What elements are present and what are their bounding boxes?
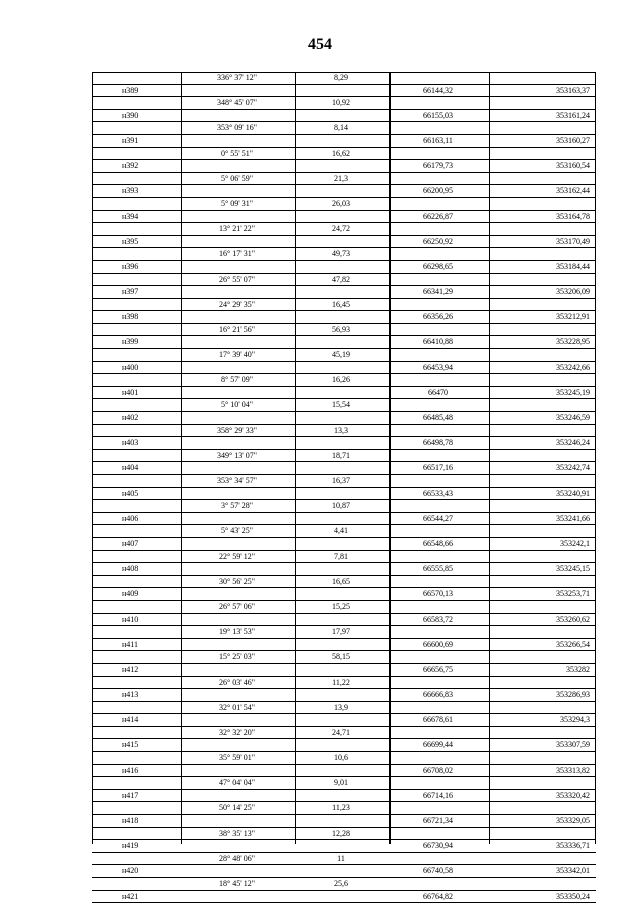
segment-row (92, 776, 596, 789)
direction-angle: 358° 29' 33" (217, 425, 257, 435)
segment-distance: 8,29 (334, 73, 348, 82)
coordinate-x: 66656,75 (423, 664, 453, 674)
coordinate-y-value: 353320,42 (556, 790, 590, 800)
point-id: н420 (122, 866, 139, 876)
segment-distance: 11,23 (332, 803, 350, 813)
coordinate-y (488, 765, 596, 777)
coordinate-x: 66544,27 (423, 513, 453, 523)
direction-angle: 8° 57' 09" (221, 375, 253, 385)
point-id: н414 (122, 715, 139, 725)
segment-row (92, 499, 596, 512)
coordinate-y (488, 160, 596, 172)
coordinate-y-value: 353242,1 (560, 538, 590, 548)
coordinate-x: 66250,92 (423, 236, 453, 246)
coordinate-y (488, 714, 596, 726)
coordinate-y (488, 488, 596, 500)
coordinate-y (488, 664, 596, 676)
segment-row (92, 398, 596, 411)
coordinate-y-value: 353266,54 (556, 639, 590, 649)
coordinate-y (488, 336, 596, 348)
coordinate-y (488, 462, 596, 474)
coordinate-y (488, 387, 596, 399)
direction-angle: 5° 43' 25" (221, 526, 253, 536)
coordinate-y (488, 563, 596, 575)
point-row (92, 235, 596, 248)
point-id: н401 (122, 387, 139, 397)
coordinate-x: 66764,82 (423, 891, 453, 901)
coordinate-x: 66410,88 (423, 337, 453, 347)
coordinate-y-value: 353329,05 (556, 816, 590, 826)
segment-row (92, 147, 596, 160)
coordinate-x: 66721,34 (423, 816, 453, 826)
direction-angle: 16° 17' 31" (219, 249, 255, 259)
segment-distance: 13,3 (334, 425, 348, 435)
coordinate-x: 66517,16 (423, 463, 453, 473)
coordinate-y (488, 236, 596, 248)
point-id: н415 (122, 740, 139, 750)
segment-distance: 9,01 (334, 778, 348, 788)
coordinate-y-value: 353245,15 (556, 564, 590, 574)
segment-row (92, 625, 596, 638)
segment-distance: 16,37 (332, 476, 350, 485)
point-id: н403 (122, 438, 139, 448)
point-id: н396 (122, 261, 139, 271)
coordinate-y-value: 353164,78 (556, 211, 590, 221)
coordinate-x: 66298,65 (423, 261, 453, 271)
segment-distance: 10,6 (334, 753, 348, 763)
coordinate-y-value: 353162,44 (556, 186, 590, 196)
point-row (92, 386, 596, 399)
point-row (92, 738, 596, 751)
coordinate-y (488, 614, 596, 626)
segment-row (92, 247, 596, 260)
coordinate-x: 66555,85 (423, 564, 453, 574)
segment-row (92, 273, 596, 286)
coordinate-x: 66470 (428, 387, 448, 397)
point-id: н390 (122, 110, 139, 120)
point-row (92, 84, 596, 97)
coordinate-y-value: 353307,59 (556, 740, 590, 750)
segment-row (92, 298, 596, 311)
coordinate-x: 66678,61 (423, 715, 453, 725)
point-id: н413 (122, 690, 139, 700)
segment-distance: 24,72 (332, 224, 350, 234)
point-row (92, 310, 596, 323)
direction-angle: 26° 57' 06" (219, 601, 255, 611)
segment-distance: 10,92 (332, 98, 350, 108)
coordinate-y-value: 353212,91 (556, 312, 590, 322)
point-id: н395 (122, 236, 139, 246)
point-id: н416 (122, 765, 139, 775)
segment-distance: 56,93 (332, 324, 350, 334)
point-id: н397 (122, 287, 139, 297)
direction-angle: 26° 55' 07" (219, 274, 255, 284)
coordinate-y-value: 353228,95 (556, 337, 590, 347)
point-row (92, 587, 596, 600)
coordinate-y-value: 353240,91 (556, 488, 590, 498)
point-row (92, 285, 596, 298)
coordinate-x: 66699,44 (423, 740, 453, 750)
segment-row (92, 827, 596, 840)
coordinate-y (488, 286, 596, 298)
point-id: н389 (122, 85, 139, 95)
point-id: н411 (122, 639, 138, 649)
segment-distance: 16,62 (332, 148, 350, 158)
point-id: н407 (122, 538, 139, 548)
direction-angle: 28° 48' 06" (219, 853, 255, 863)
point-id: н421 (122, 891, 139, 901)
direction-angle: 26° 03' 46" (219, 677, 255, 687)
coordinate-y (488, 790, 596, 802)
segment-row (92, 121, 596, 134)
direction-angle: 15° 25' 03" (219, 652, 255, 662)
direction-angle: 16° 21' 56" (219, 324, 255, 334)
segment-distance: 18,71 (332, 450, 350, 460)
segment-row (92, 197, 596, 210)
coordinate-x: 66144,32 (423, 85, 453, 95)
coordinate-y-value: 353246,59 (556, 413, 590, 423)
coordinate-y (488, 211, 596, 223)
segment-distance: 24,71 (332, 727, 350, 737)
coordinate-x: 66548,66 (423, 538, 453, 548)
segment-row (92, 701, 596, 714)
coordinate-y (488, 362, 596, 374)
point-row (92, 361, 596, 374)
direction-angle: 35° 59' 01" (219, 753, 255, 763)
point-id: н419 (122, 841, 139, 851)
segment-row (92, 550, 596, 563)
segment-row (92, 650, 596, 663)
segment-row (92, 600, 596, 613)
coordinates-table (92, 72, 596, 905)
point-id: н406 (122, 513, 139, 523)
segment-row (92, 524, 596, 537)
segment-distance: 25,6 (334, 879, 348, 888)
direction-angle: 38° 35' 13" (219, 828, 255, 838)
segment-distance: 47,82 (332, 274, 350, 284)
point-row (92, 764, 596, 777)
segment-distance: 45,19 (332, 350, 350, 360)
segment-distance: 13,9 (334, 702, 348, 712)
coordinate-x: 66498,78 (423, 438, 453, 448)
segment-row (92, 449, 596, 462)
coordinate-x: 66226,87 (423, 211, 453, 221)
point-row (92, 663, 596, 676)
coordinate-y-value: 353342,01 (556, 866, 590, 876)
coordinate-x: 66179,73 (423, 161, 453, 171)
coordinate-y-value: 353294,3 (560, 715, 590, 725)
point-row (92, 411, 596, 424)
coordinate-y-value: 353160,54 (556, 161, 590, 171)
point-id: н399 (122, 337, 139, 347)
coordinate-x: 66666,83 (423, 690, 453, 700)
point-row (92, 537, 596, 550)
direction-angle: 13° 21' 22" (219, 224, 255, 234)
coordinate-x: 66570,13 (423, 589, 453, 599)
coordinate-x: 66740,58 (423, 866, 453, 876)
point-row (92, 562, 596, 575)
segment-distance: 11 (337, 853, 345, 863)
point-row (92, 487, 596, 500)
coordinate-y-value: 353282 (566, 664, 590, 674)
segment-row (92, 575, 596, 588)
point-row (92, 512, 596, 525)
point-id: н418 (122, 816, 139, 826)
segment-row (92, 751, 596, 764)
coordinate-y (488, 538, 596, 550)
point-id: н400 (122, 362, 139, 372)
coordinate-y-value: 353163,37 (556, 85, 590, 95)
direction-angle: 5° 09' 31" (221, 198, 253, 208)
segment-row (92, 348, 596, 361)
direction-angle: 3° 57' 28" (221, 501, 253, 511)
point-row (92, 814, 596, 827)
point-id: н392 (122, 161, 139, 171)
coordinate-y-value: 353350,24 (556, 891, 590, 901)
coordinate-y (488, 891, 596, 903)
point-id: н405 (122, 488, 139, 498)
point-row (92, 839, 596, 852)
segment-distance: 11,22 (332, 677, 350, 687)
point-row (92, 184, 596, 197)
direction-angle: 24° 29' 35" (219, 299, 255, 309)
coordinate-y (488, 135, 596, 147)
segment-distance: 7,81 (334, 551, 348, 561)
direction-angle: 30° 56' 25" (219, 576, 255, 586)
point-id: н393 (122, 186, 139, 196)
coordinate-x: 66356,26 (423, 312, 453, 322)
point-id: н404 (122, 463, 139, 473)
direction-angle: 19° 13' 53" (219, 627, 255, 637)
direction-angle: 0° 55' 51" (221, 148, 253, 158)
coordinate-y (488, 840, 596, 852)
coordinate-y-value: 353184,44 (556, 261, 590, 271)
coordinate-y (488, 412, 596, 424)
coordinate-x: 66341,29 (423, 287, 453, 297)
coordinate-x: 66453,94 (423, 362, 453, 372)
direction-angle: 349° 13' 07" (217, 450, 257, 460)
point-id: н402 (122, 413, 139, 423)
direction-angle: 353° 34' 57" (217, 476, 257, 485)
segment-distance: 8,14 (334, 123, 348, 133)
coordinate-y (488, 85, 596, 97)
segment-row (92, 72, 596, 84)
point-row (92, 613, 596, 626)
direction-angle: 22° 59' 12" (219, 551, 255, 561)
coordinate-y (488, 865, 596, 877)
point-row (92, 260, 596, 273)
segment-distance: 16,45 (332, 299, 350, 309)
coordinate-y-value: 353161,24 (556, 110, 590, 120)
segment-row (92, 96, 596, 109)
coordinate-y (488, 311, 596, 323)
segment-row (92, 801, 596, 814)
direction-angle: 353° 09' 16" (217, 123, 257, 133)
point-row (92, 159, 596, 172)
point-id: н409 (122, 589, 139, 599)
coordinate-y-value: 353242,74 (556, 463, 590, 473)
point-row (92, 109, 596, 122)
segment-distance: 58,15 (332, 652, 350, 662)
point-row (92, 335, 596, 348)
coordinate-y (488, 639, 596, 651)
direction-angle: 18° 45' 12" (219, 879, 255, 888)
page-number: 454 (308, 36, 332, 53)
segment-row (92, 726, 596, 739)
segment-distance: 16,26 (332, 375, 350, 385)
segment-distance: 12,28 (332, 828, 350, 838)
coordinate-x: 66200,95 (423, 186, 453, 196)
segment-distance: 15,25 (332, 601, 350, 611)
coordinate-y (488, 588, 596, 600)
point-row (92, 461, 596, 474)
coordinate-y-value: 353242,66 (556, 362, 590, 372)
coordinate-x: 66533,43 (423, 488, 453, 498)
coordinate-x: 66583,72 (423, 614, 453, 624)
segment-row (92, 424, 596, 437)
point-row (92, 436, 596, 449)
direction-angle: 348° 45' 07" (217, 98, 257, 108)
coordinate-y-value: 353170,49 (556, 236, 590, 246)
segment-distance: 21,3 (334, 173, 348, 183)
point-id: н410 (122, 614, 139, 624)
direction-angle: 32° 32' 20" (219, 727, 255, 737)
segment-row (92, 877, 596, 890)
direction-angle: 50° 14' 25" (219, 803, 255, 813)
coordinate-y-value: 353245,19 (556, 387, 590, 397)
direction-angle: 32° 01' 54" (219, 702, 255, 712)
coordinate-y-value: 353313,82 (556, 765, 590, 775)
point-row (92, 688, 596, 701)
segment-row (92, 474, 596, 487)
segment-row (92, 852, 596, 865)
coordinate-y (488, 437, 596, 449)
point-id: н391 (122, 135, 139, 145)
point-row (92, 890, 596, 903)
point-row (92, 713, 596, 726)
coordinate-x: 66714,16 (423, 790, 453, 800)
segment-row (92, 222, 596, 235)
point-id: н408 (122, 564, 139, 574)
segment-distance: 26,03 (332, 198, 350, 208)
point-row (92, 864, 596, 877)
direction-angle: 5° 06' 59" (221, 173, 253, 183)
point-id: н412 (122, 664, 139, 674)
coordinate-y-value: 353260,62 (556, 614, 590, 624)
segment-row (92, 676, 596, 689)
point-row (92, 210, 596, 223)
segment-distance: 17,97 (332, 627, 350, 637)
segment-distance: 10,87 (332, 501, 350, 511)
coordinate-x: 66163,11 (423, 135, 453, 145)
coordinate-x: 66730,94 (423, 841, 453, 851)
coordinate-y-value: 353286,93 (556, 690, 590, 700)
segment-distance: 49,73 (332, 249, 350, 259)
direction-angle: 336° 37' 12" (217, 73, 257, 82)
coordinate-y-value: 353336,71 (556, 841, 590, 851)
direction-angle: 47° 04' 04" (219, 778, 255, 788)
coordinate-y (488, 110, 596, 122)
coordinate-y-value: 353253,71 (556, 589, 590, 599)
coordinate-y (488, 261, 596, 273)
direction-angle: 5° 10' 04" (221, 400, 253, 410)
segment-distance: 4,41 (334, 526, 348, 536)
point-row (92, 638, 596, 651)
coordinate-y-value: 353206,09 (556, 287, 590, 297)
segment-row (92, 373, 596, 386)
segment-distance: 15,54 (332, 400, 350, 410)
coordinate-y-value: 353246,24 (556, 438, 590, 448)
coordinate-x: 66155,03 (423, 110, 453, 120)
point-id: н394 (122, 211, 139, 221)
segment-row (92, 172, 596, 185)
coordinate-x: 66708,02 (423, 765, 453, 775)
coordinate-y (488, 689, 596, 701)
point-row (92, 789, 596, 802)
coordinate-y-value: 353241,66 (556, 513, 590, 523)
coordinate-y (488, 739, 596, 751)
coordinate-y (488, 185, 596, 197)
point-row (92, 134, 596, 147)
coordinate-y (488, 815, 596, 827)
coordinate-x: 66485,48 (423, 413, 453, 423)
coordinate-y-value: 353160,27 (556, 135, 590, 145)
direction-angle: 17° 39' 40" (219, 350, 255, 360)
segment-row (92, 323, 596, 336)
segment-distance: 16,65 (332, 576, 350, 586)
point-id: н398 (122, 312, 139, 322)
coordinate-y (488, 513, 596, 525)
point-id: н417 (122, 790, 139, 800)
coordinate-x: 66600,69 (423, 639, 453, 649)
